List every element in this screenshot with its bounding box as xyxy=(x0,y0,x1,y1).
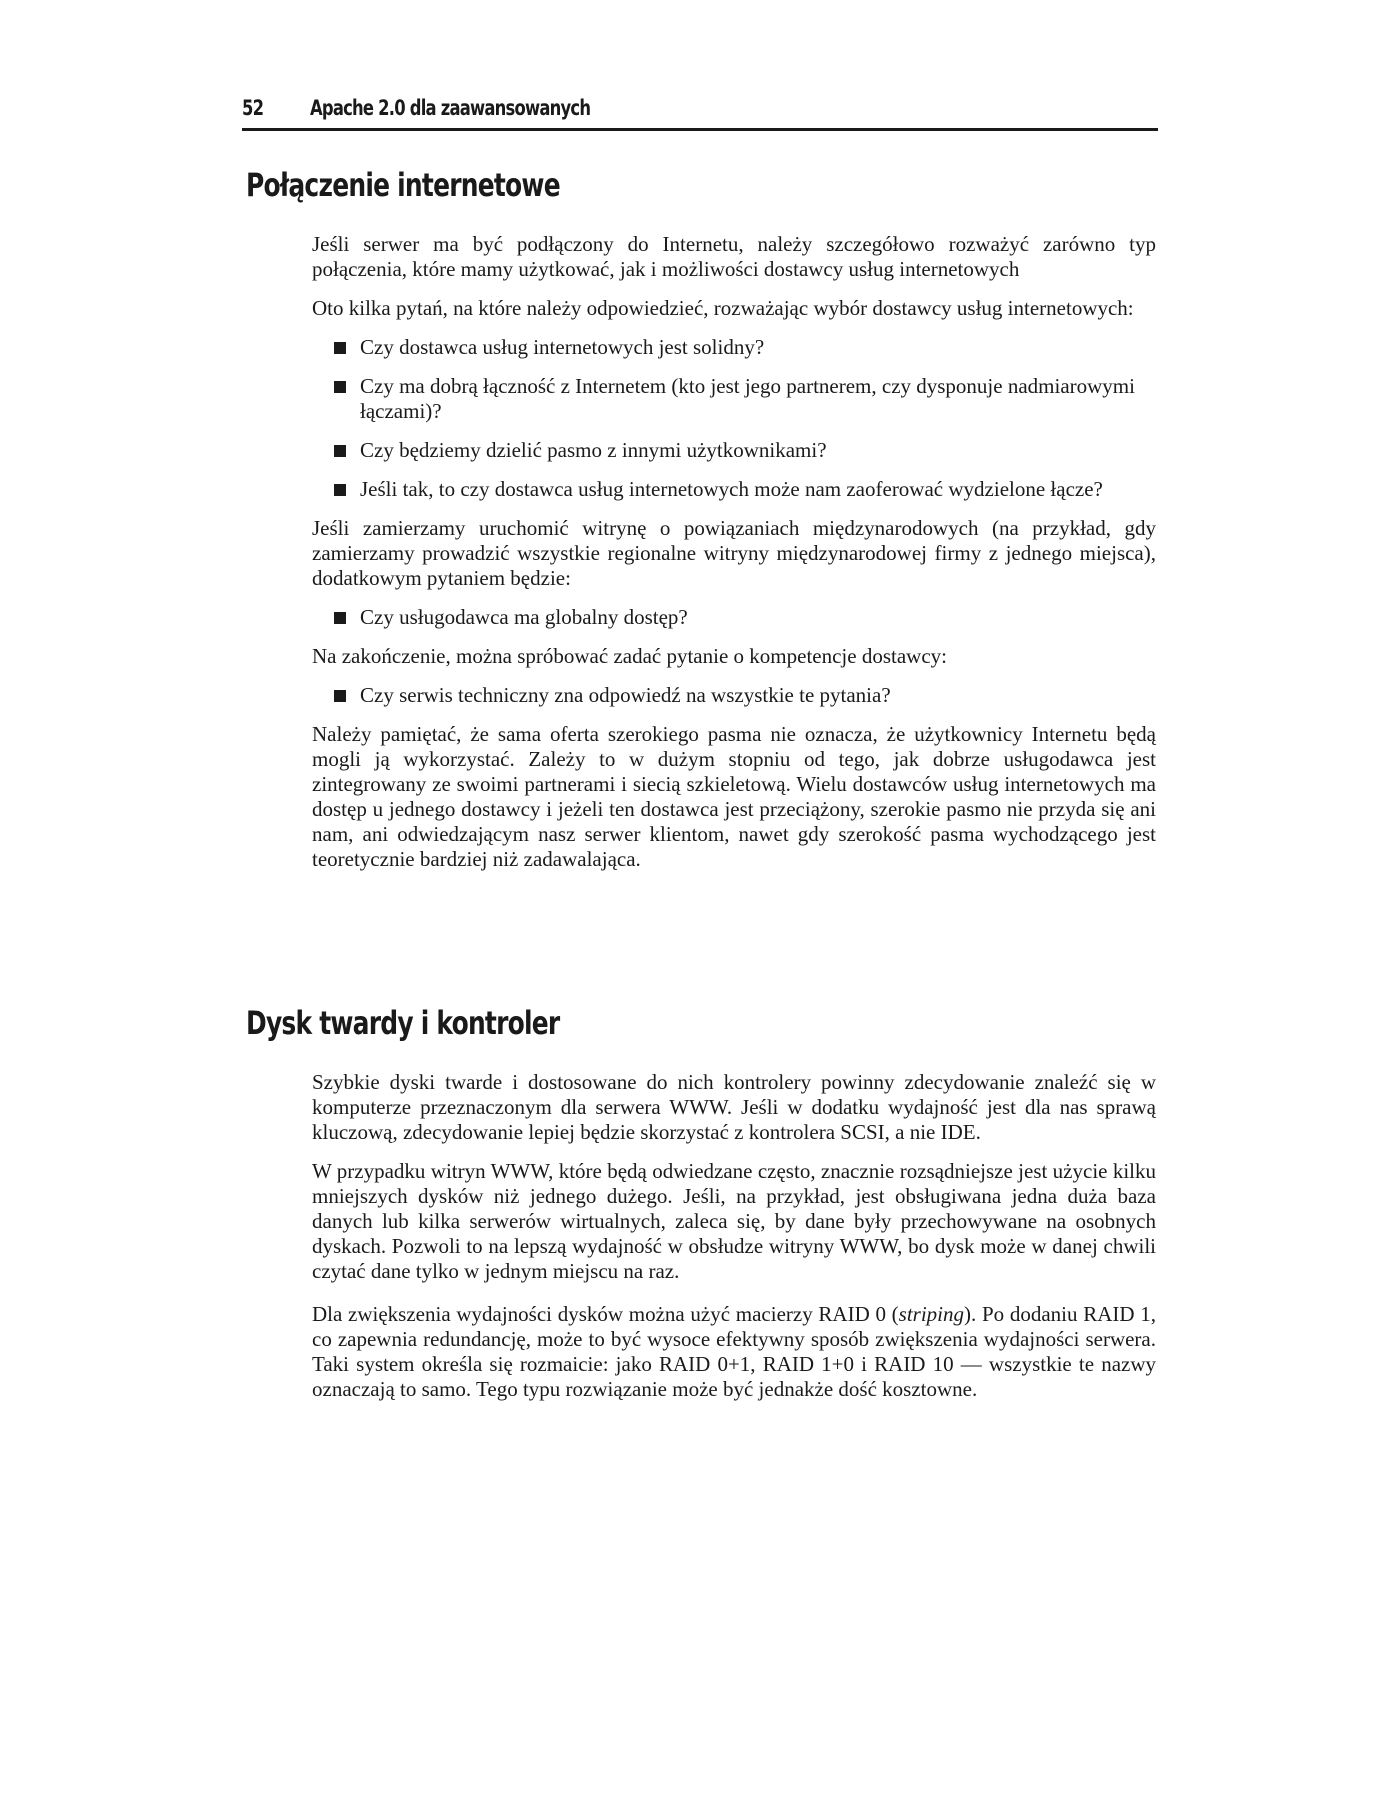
bullet-list xyxy=(312,335,1156,502)
page-number: 52 xyxy=(242,96,264,120)
text-span: Dla zwiększenia wydajności dysków można użyć macierzy RAID 0 ( xyxy=(312,1302,899,1326)
paragraph: Szybkie dyski twarde i dostosowane do nich kontrolery powinny zdecydowanie znaleźć się w komputerze przeznaczonym dla serwera WWW. Jeśli w dodatku wydajność jest dla nas sprawą kluczową, zdecydowanie lepiej będzie skorzystać z kontrolera SCSI, a nie IDE. xyxy=(312,1070,1156,1144)
list-item-text: Czy usługodawca ma globalny dostęp? xyxy=(360,605,688,629)
bullet-list xyxy=(312,683,1156,708)
section-hard-disk xyxy=(312,1070,1156,1416)
bullet-square-icon xyxy=(334,342,346,354)
italic-term: striping xyxy=(898,1302,965,1326)
section-internet-connection xyxy=(312,232,1156,886)
paragraph: Oto kilka pytań, na które należy odpowiedzieć, rozważając wybór dostawcy usług internetowych: xyxy=(312,296,1134,320)
section-heading-internet-connection: Połączenie internetowe xyxy=(246,166,560,204)
bullet-square-icon xyxy=(334,381,346,393)
bullet-square-icon xyxy=(334,612,346,624)
bullet-square-icon xyxy=(334,690,346,702)
paragraph: Należy pamiętać, że sama oferta szerokiego pasma nie oznacza, że użytkownicy Internetu będą mogli ją wykorzystać. Zależy to w dużym stopniu od tego, jak dobrze usługodawca jest zintegrowany ze swoimi partnerami i siecią szkieletową. Wielu dostawców usług internetowych ma dostęp u jednego dostawcy i jeżeli ten dostawca jest przeciążony, szerokie pasmo nie przyda się ani nam, ani odwiedzającym nasz serwer klientom, nawet gdy szerokość pasma wychodzącego jest teoretycznie bardziej niż zadawalająca. xyxy=(312,722,1156,871)
list-item xyxy=(312,374,1156,424)
list-item-text: Czy ma dobrą łączność z Internetem (kto jest jego partnerem, czy dysponuje nadmiarowymi łączami)? xyxy=(360,374,1135,423)
paragraph: Jeśli serwer ma być podłączony do Internetu, należy szczegółowo rozważyć zarówno typ połączenia, które mamy użytkować, jak i możliwości dostawcy usług internetowych xyxy=(312,232,1156,281)
bullet-square-icon xyxy=(334,484,346,496)
book-title: Apache 2.0 dla zaawansowanych xyxy=(310,96,591,120)
paragraph: Na zakończenie, można spróbować zadać pytanie o kompetencje dostawcy: xyxy=(312,644,947,668)
list-item xyxy=(312,683,1156,708)
paragraph: Jeśli zamierzamy uruchomić witrynę o powiązaniach międzynarodowych (na przykład, gdy zamierzamy prowadzić wszystkie regionalne witryny międzynarodowej firmy z jednego miejsca), dodatkowym pytaniem będzie: xyxy=(312,516,1156,590)
list-item-text: Czy dostawca usług internetowych jest solidny? xyxy=(360,335,765,359)
bullet-list xyxy=(312,605,1156,630)
list-item-text: Czy serwis techniczny zna odpowiedź na wszystkie te pytania? xyxy=(360,683,891,707)
list-item-text: Czy będziemy dzielić pasmo z innymi użytkownikami? xyxy=(360,438,827,462)
list-item xyxy=(312,605,1156,630)
list-item xyxy=(312,477,1156,502)
bullet-square-icon xyxy=(334,445,346,457)
section-heading-hard-disk: Dysk twardy i kontroler xyxy=(246,1004,560,1042)
text-span: ). Po dodaniu RAID 1, co zapewnia redundancję, może to być wysoce efektywny sposób zwiększenia wydajności serwera. Taki system określa się rozmaicie: jako RAID 0+1, RAID 1+0 i RAID 10 — wszystkie te nazwy oznaczają to samo. Tego typu rozwiązanie może być jednakże dość kosztowne. xyxy=(312,1302,1156,1401)
running-header xyxy=(242,94,1158,131)
paragraph: W przypadku witryn WWW, które będą odwiedzane często, znacznie rozsądniejsze jest użycie kilku mniejszych dysków niż jednego dużego. Jeśli, na przykład, jest obsługiwana jedna duża baza danych lub kilka serwerów wirtualnych, zaleca się, by dane były przechowywane na osobnych dyskach. Pozwoli to na lepszą wydajność w obsłudze witryny WWW, bo dysk może w danej chwili czytać dane tylko w jednym miejscu na raz. xyxy=(312,1159,1156,1283)
list-item xyxy=(312,335,1156,360)
list-item-text: Jeśli tak, to czy dostawca usług internetowych może nam zaoferować wydzielone łącze? xyxy=(360,477,1103,501)
paragraph-raid xyxy=(312,1302,1156,1402)
list-item xyxy=(312,438,1156,463)
